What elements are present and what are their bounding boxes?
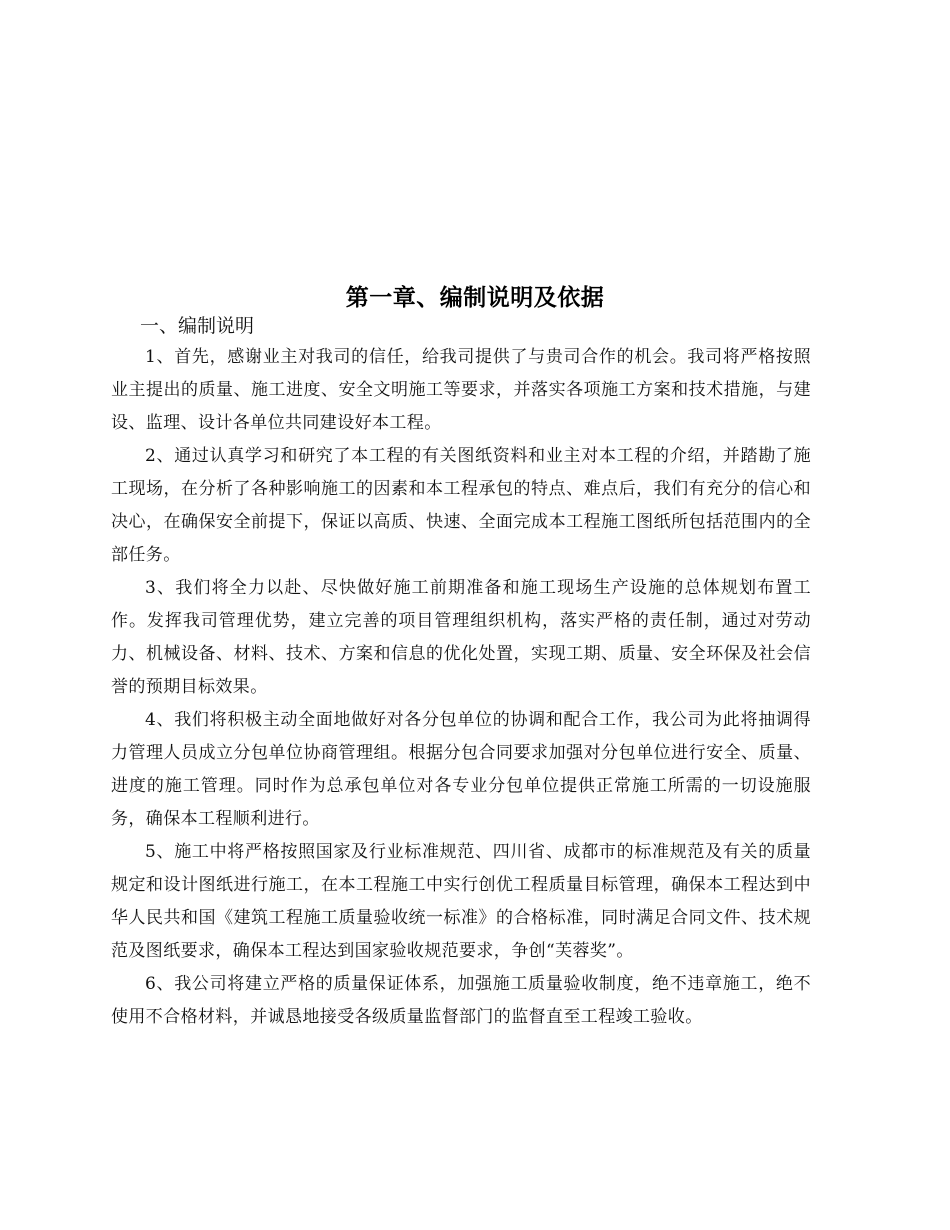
chapter-title: 第一章、编制说明及依据 xyxy=(345,285,605,311)
paragraph-5: 5、施工中将严格按照国家及行业标准规范、四川省、成都市的标准规范及有关的质量规定和设计图纸进行施工，在本工程施工中实行创优工程质量目标管理，确保本工程达到中华人民共和国《建筑工程施工质量验收统一标准》的合格标准，同时满足合同文件、技术规范及图纸要求，确保本工程达到国家验收规范要求，争创“芙蓉奖”。 xyxy=(111,842,811,961)
paragraph-3: 3、我们将全力以赴、尽快做好施工前期准备和施工现场生产设施的总体规划布置工作。发挥我司管理优势，建立完善的项目管理组织机构，落实严格的责任制，通过对劳动力、机械设备、材料、技术、方案和信息的优化处置，实现工期、质量、安全环保及社会信誉的预期目标效果。 xyxy=(111,578,811,697)
document-body xyxy=(111,341,811,1034)
paragraph-1: 1、首先，感谢业主对我司的信任，给我司提供了与贵司合作的机会。我司将严格按照业主提出的质量、施工进度、安全文明施工等要求，并落实各项施工方案和技术措施，与建设、监理、设计各单位共同建设好本工程。 xyxy=(111,347,811,433)
paragraph-4: 4、我们将积极主动全面地做好对各分包单位的协调和配合工作，我公司为此将抽调得力管理人员成立分包单位协商管理组。根据分包合同要求加强对分包单位进行安全、质量、进度的施工管理。同时作为总承包单位对各专业分包单位提供正常施工所需的一切设施服务，确保本工程顺利进行。 xyxy=(111,710,811,829)
paragraph-6: 6、我公司将建立严格的质量保证体系，加强施工质量验收制度，绝不违章施工，绝不使用不合格材料，并诚恳地接受各级质量监督部门的监督直至工程竣工验收。 xyxy=(111,974,811,1027)
section-heading: 一、编制说明 xyxy=(140,315,255,337)
paragraph-2: 2、通过认真学习和研究了本工程的有关图纸资料和业主对本工程的介绍，并踏勘了施工现场，在分析了各种影响施工的因素和本工程承包的特点、难点后，我们有充分的信心和决心，在确保安全前提下，保证以高质、快速、全面完成本工程施工图纸所包括范围内的全部任务。 xyxy=(111,446,811,565)
